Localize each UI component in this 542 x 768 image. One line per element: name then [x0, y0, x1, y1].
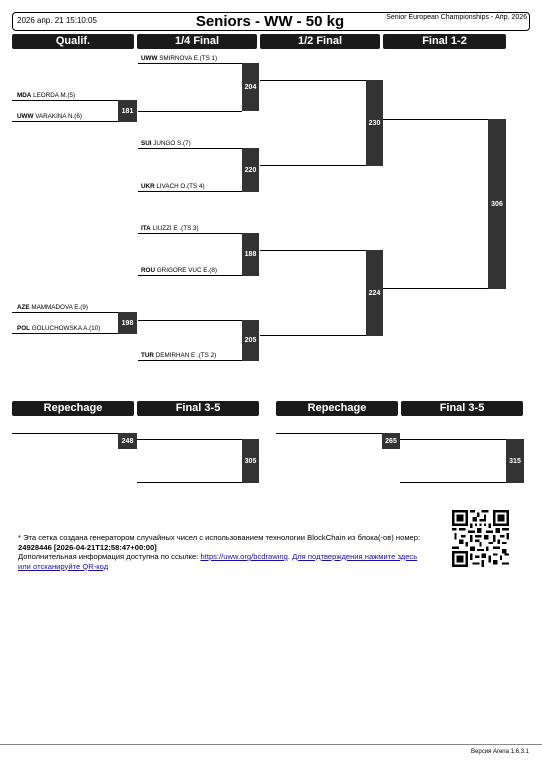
round-header-semi: 1/2 Final: [260, 34, 380, 49]
bracket-line: [138, 111, 242, 112]
round-header-qualif: Qualif.: [12, 34, 134, 49]
match-box[interactable]: 188: [242, 233, 259, 276]
bracket-line: [12, 333, 118, 334]
athlete-entry: UKR LIVACH O.(TS 4): [141, 183, 205, 190]
bracket-line: [12, 100, 118, 101]
match-box[interactable]: 224: [366, 250, 383, 336]
bracket-line: [260, 80, 366, 81]
match-box[interactable]: 198: [118, 312, 137, 334]
bracket-line: [138, 320, 242, 321]
round-header-repechage-right: Repechage: [276, 401, 398, 416]
bracket-line: [260, 335, 366, 336]
match-box[interactable]: 230: [366, 80, 383, 166]
bracket-line: [260, 250, 366, 251]
block-number: 24928446 [2026-04-21T12:58:47+00:00]: [18, 542, 157, 552]
bracket-line: [383, 119, 488, 120]
round-header-quarter: 1/4 Final: [137, 34, 257, 49]
athlete-entry: MDA LEORDA M.(5): [17, 92, 76, 99]
round-header-final: Final 1-2: [383, 34, 506, 49]
bracket-line: [138, 360, 242, 361]
match-box[interactable]: 205: [242, 320, 259, 361]
bracket-line: [138, 275, 242, 276]
qr-code-icon[interactable]: [452, 510, 509, 567]
athlete-entry: ITA LIUZZI E .(TS 3): [141, 225, 199, 232]
version-label: Версия Arena 1.6.3.1: [471, 749, 529, 755]
athlete-entry: ROU GRIGORE VUC E.(8): [141, 267, 217, 274]
event-name: Senior European Championships - Апр. 2026: [386, 14, 527, 21]
blockchain-note-text: * Эта сетка создана генератором случайных чисел с использованием технологии BlockChain из блока(-ов) номер:: [18, 533, 421, 542]
match-box[interactable]: 181: [118, 100, 137, 122]
match-box[interactable]: 305: [242, 439, 259, 483]
bracket-line: [138, 63, 242, 64]
athlete-entry: AZE MAMMADOVA E.(9): [17, 304, 88, 311]
bracket-line: [138, 233, 242, 234]
bracket-line: [12, 433, 118, 434]
bracket-line: [137, 439, 242, 440]
athlete-entry: UWW VARAKINA N.(6): [17, 113, 82, 120]
athlete-entry: TUR DEMIRHAN E .(TS 2): [141, 352, 217, 359]
match-box[interactable]: 315: [506, 439, 524, 483]
verify-link[interactable]: Для подтверждения нажмите здесь или отсканируйте QR-код: [18, 552, 418, 571]
bracket-line: [12, 121, 118, 122]
athlete-entry: UWW SMIRNOVA E.(TS 1): [141, 55, 218, 62]
bracket-line: [138, 191, 242, 192]
bracket-line: [400, 482, 506, 483]
match-box[interactable]: 265: [382, 433, 400, 449]
match-box[interactable]: 248: [118, 433, 137, 449]
round-header-final35-right: Final 3-5: [401, 401, 523, 416]
athlete-entry: POL GOLUCHOWSKA A.(10): [17, 325, 101, 332]
bcdrawing-link[interactable]: https://uww.org/bcdrawing: [200, 552, 288, 561]
round-header-repechage-left: Repechage: [12, 401, 134, 416]
match-box[interactable]: 306: [488, 119, 506, 289]
bracket-line: [400, 439, 506, 440]
bracket-line: [260, 165, 366, 166]
footer-divider: [0, 744, 542, 745]
bracket-line: [137, 482, 242, 483]
blockchain-note: * Эта сетка создана генератором случайных чисел с использованием технологии BlockChain из блока(-ов) номер: 24928446 [2026-04-21T12:58:47+00:00] Дополнительная информация доступна по ссылке: https://uww.org/bcdrawing. Для подтверждения нажмите здесь или отсканируйте QR-код: [18, 533, 421, 571]
more-info-text: Дополнительная информация доступна по ссылке:: [18, 552, 201, 561]
athlete-entry: SUI JUNGO S.(7): [141, 140, 191, 147]
bracket-line: [276, 433, 382, 434]
bracket-line: [138, 148, 242, 149]
bracket-line: [383, 288, 488, 289]
round-header-final35-left: Final 3-5: [137, 401, 259, 416]
bracket-line: [12, 312, 118, 313]
match-box[interactable]: 204: [242, 63, 259, 111]
header-datetime: 2026 апр. 21 15:10:05: [17, 16, 97, 25]
match-box[interactable]: 220: [242, 148, 259, 192]
page-title: Seniors - WW - 50 kg: [195, 13, 345, 30]
